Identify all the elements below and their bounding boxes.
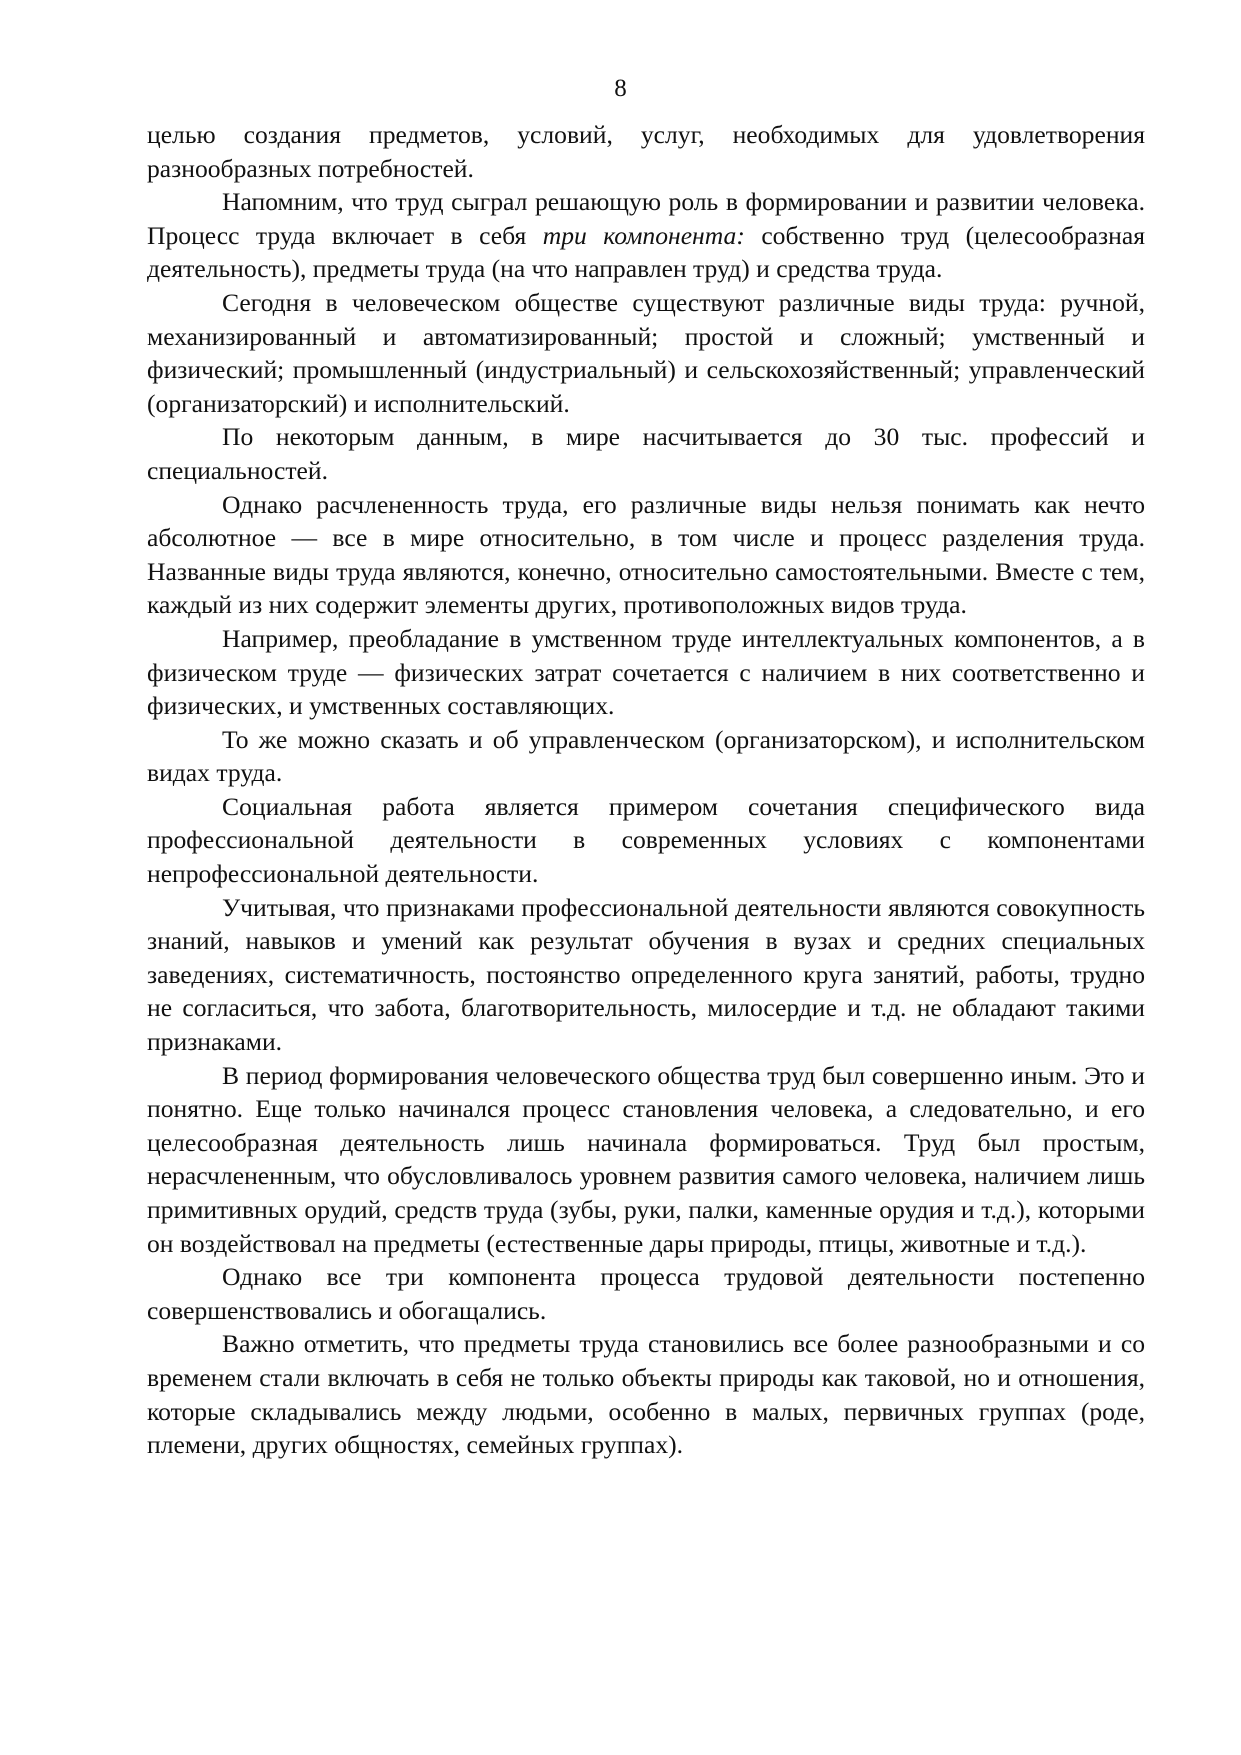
paragraph: Сегодня в человеческом обществе существуют различные виды труда: ручной, механизированный и автоматизированный; простой и сложный; умственный и физический; промышленный (индустриальный) и сельскохозяйственный; управленческий (организаторский) и исполнительский. — [147, 287, 1145, 418]
paragraph: Например, преобладание в умственном труде интеллектуальных компонентов, а в физическом труде — физических затрат сочетается с наличием в них соответственно и физических, и умственных составляющих. — [147, 623, 1145, 721]
paragraph-text: собственно труд (целесообразная деятельность), предметы труда (на что направлен труд) и средства труда. — [147, 220, 1145, 284]
paragraph: Важно отметить, что предметы труда становились все более разнообразными и со временем стали включать в себя не только объекты природы как таковой, но и отношения, которые складывались между людьми, особенно в малых, первичных группах (роде, племени, других общностях, семейных группах). — [147, 1329, 1145, 1460]
paragraph: Учитывая, что признаками профессиональной деятельности являются совокупность знаний, навыков и умений как результат обучения в вузах и средних специальных заведениях, систематичность, постоянство определенного круга занятий, работы, трудно не согласиться, что забота, благотворительность, милосердие и т.д. не обладают такими признаками. — [147, 892, 1145, 1057]
paragraph: То же можно сказать и об управленческом (организаторском), и исполнительском видах труда. — [147, 724, 1145, 788]
paragraph-text: Напомним, что труд сыграл решающую роль в формировании и развитии человека. Процесс труда включает в себя — [147, 187, 1145, 250]
page-number: 8 — [614, 75, 627, 102]
paragraph: По некоторым данным, в мире насчитывается до 30 тыс. профессий и специальностей. — [147, 422, 1145, 485]
body-text — [147, 118, 1145, 1462]
emphasis-text: три компонента: — [542, 220, 745, 250]
paragraph: Однако расчлененность труда, его различные виды нельзя понимать как нечто абсолютное — все в мире относительно, в том числе и процесс разделения труда. Названные виды труда являются, конечно, относительно самостоятельными. Вместе с тем, каждый из них содержит элементы других, противоположных видов труда. — [147, 489, 1145, 620]
paragraph: Социальная работа является примером сочетания специфического вида профессиональной деятельности в современных условиях с компонентами непрофессиональной деятельности. — [147, 791, 1145, 889]
paragraph: В период формирования человеческого общества труд был совершенно иным. Это и понятно. Еще только начинался процесс становления человека, а следовательно, и его целесообразная деятельность лишь начинала формироваться. Труд был простым, нерасчлененным, что обусловливалось уровнем развития самого человека, наличием лишь примитивных орудий, средств труда (зубы, руки, палки, каменные орудия и т.д.), которыми он воздействовал на предметы (естественные дары природы, птицы, животные и т.д.). — [147, 1060, 1145, 1258]
paragraph: Однако все три компонента процесса трудовой деятельности постепенно совершенствовались и обогащались. — [147, 1262, 1145, 1325]
paragraph — [147, 185, 1145, 286]
paragraph: целью создания предметов, условий, услуг, необходимых для удовлетворения разнообразных потребностей. — [147, 120, 1145, 183]
